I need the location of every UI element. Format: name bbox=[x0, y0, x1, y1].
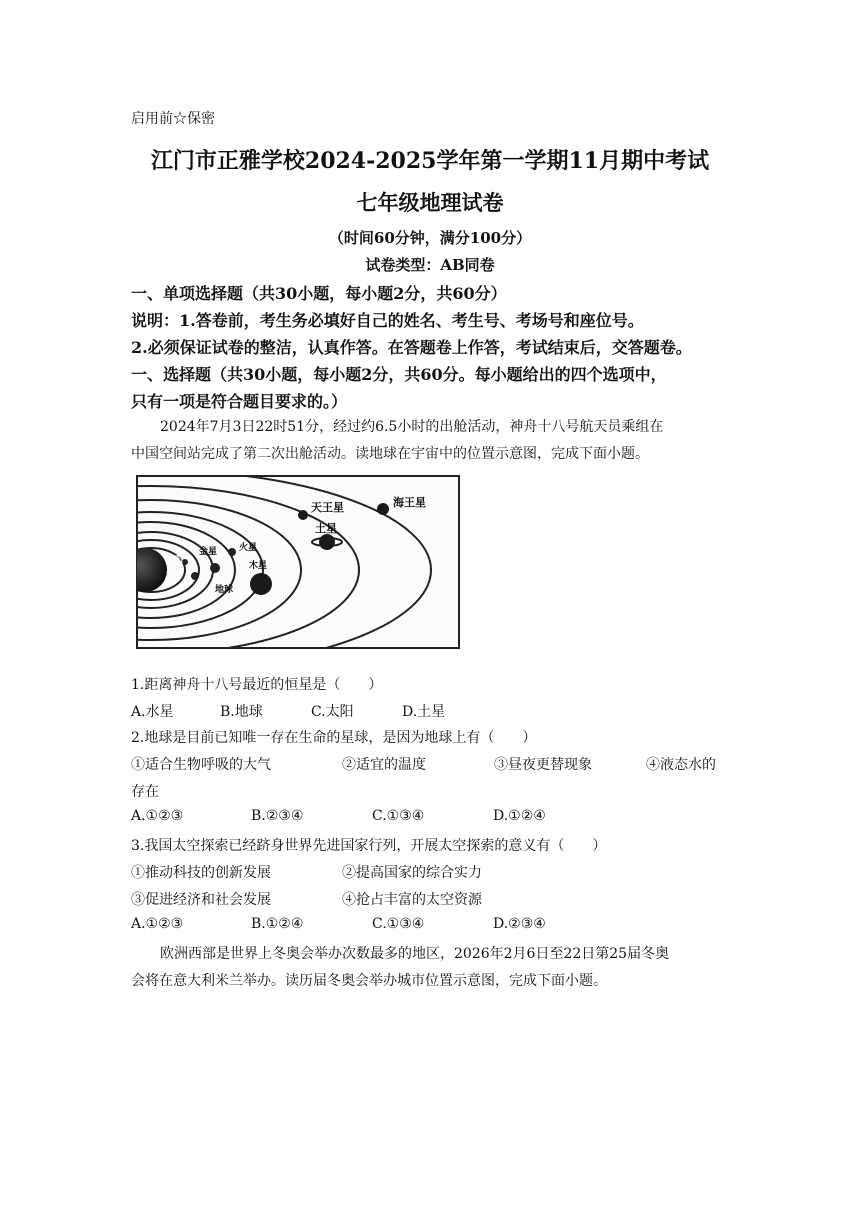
q3-statement-4: ④抢占丰富的太空资源 bbox=[342, 892, 482, 908]
passage-1-line-1: 2024年7月3日22时51分，经过约6.5小时的出舱活动，神舟十八号航天员乘组在 bbox=[160, 419, 664, 435]
label-jupiter: 木星 bbox=[249, 561, 268, 571]
q3-statement-3: ③促进经济和社会发展 bbox=[131, 892, 271, 908]
q3-option-d[interactable]: D.②③④ bbox=[493, 916, 546, 932]
confidential-mark: 启用前☆保密 bbox=[131, 111, 215, 127]
q2-option-a[interactable]: A.①②③ bbox=[131, 808, 184, 824]
q2-statement-4: ④液态水的 bbox=[646, 757, 716, 773]
instruction-note-1: 说明：1.答卷前，考生务必填好自己的姓名、考生号、考场号和座位号。 bbox=[131, 311, 644, 330]
solar-system-diagram bbox=[131, 470, 471, 660]
label-neptune: 海王星 bbox=[393, 496, 426, 509]
q2-option-d[interactable]: D.①②④ bbox=[493, 808, 546, 824]
jupiter-icon bbox=[250, 573, 272, 595]
q2-statement-1: ①适合生物呼吸的大气 bbox=[131, 757, 271, 773]
neptune-icon bbox=[377, 503, 389, 515]
instruction-note-2: 2.必须保证试卷的整洁，认真作答。在答题卷上作答，考试结束后，交答题卷。 bbox=[131, 338, 692, 357]
q3-stem: 3.我国太空探索已经跻身世界先进国家行列，开展太空探索的意义有（ ） bbox=[131, 838, 607, 854]
q3-statement-1: ①推动科技的创新发展 bbox=[131, 865, 271, 881]
q1-option-c[interactable]: C.太阳 bbox=[311, 704, 354, 720]
q1-stem: 1.距离神舟十八号最近的恒星是（ ） bbox=[131, 677, 383, 693]
q1-option-a[interactable]: A.水星 bbox=[131, 704, 174, 720]
paper-type: 试卷类型：AB同卷 bbox=[365, 256, 495, 274]
q2-statement-4-cont: 存在 bbox=[131, 784, 159, 800]
mars-icon bbox=[228, 548, 236, 556]
q1-option-b[interactable]: B.地球 bbox=[220, 704, 263, 720]
label-sun: 太阳 bbox=[167, 555, 183, 564]
q3-option-c[interactable]: C.①③④ bbox=[372, 916, 425, 932]
passage-2-line-2: 会将在意大利米兰举办。读历届冬奥会举办城市位置示意图，完成下面小题。 bbox=[131, 973, 607, 989]
label-venus: 金星 bbox=[199, 547, 218, 557]
q2-option-b[interactable]: B.②③④ bbox=[251, 808, 304, 824]
label-saturn: 土星 bbox=[315, 522, 337, 535]
passage-2-line-1: 欧洲西部是世界上冬奥会举办次数最多的地区，2026年2月6日至22日第25届冬奥 bbox=[160, 946, 670, 962]
earth-icon bbox=[210, 563, 220, 573]
q3-option-b[interactable]: B.①②④ bbox=[251, 916, 304, 932]
section-heading-2-line-1: 一、选择题（共30小题，每小题2分，共60分。每小题给出的四个选项中， bbox=[131, 365, 667, 384]
q2-statement-2: ②适宜的温度 bbox=[342, 757, 426, 773]
section-heading: 一、单项选择题（共30小题，每小题2分，共60分） bbox=[131, 284, 507, 303]
venus-icon bbox=[191, 572, 199, 580]
q3-statement-2: ②提高国家的综合实力 bbox=[342, 865, 482, 881]
q1-option-d[interactable]: D.土星 bbox=[402, 704, 446, 720]
exam-subtitle: 七年级地理试卷 bbox=[356, 190, 504, 215]
q3-option-a[interactable]: A.①②③ bbox=[131, 916, 184, 932]
q2-statement-3: ③昼夜更替现象 bbox=[494, 757, 592, 773]
label-earth: 地球 bbox=[215, 585, 234, 595]
label-uranus: 天王星 bbox=[311, 501, 344, 514]
section-heading-2-line-2: 只有一项是符合题目要求的。） bbox=[131, 392, 348, 411]
passage-1-line-2: 中国空间站完成了第二次出舱活动。读地球在宇宙中的位置示意图，完成下面小题。 bbox=[131, 446, 649, 462]
uranus-icon bbox=[298, 510, 308, 520]
q2-stem: 2.地球是目前已知唯一存在生命的星球，是因为地球上有（ ） bbox=[131, 730, 537, 746]
exam-title: 江门市正雅学校2024-2025学年第一学期11月期中考试 bbox=[150, 148, 710, 174]
time-info: （时间60分钟，满分100分） bbox=[328, 229, 532, 247]
q2-option-c[interactable]: C.①③④ bbox=[372, 808, 425, 824]
label-mars: 火星 bbox=[239, 543, 258, 553]
